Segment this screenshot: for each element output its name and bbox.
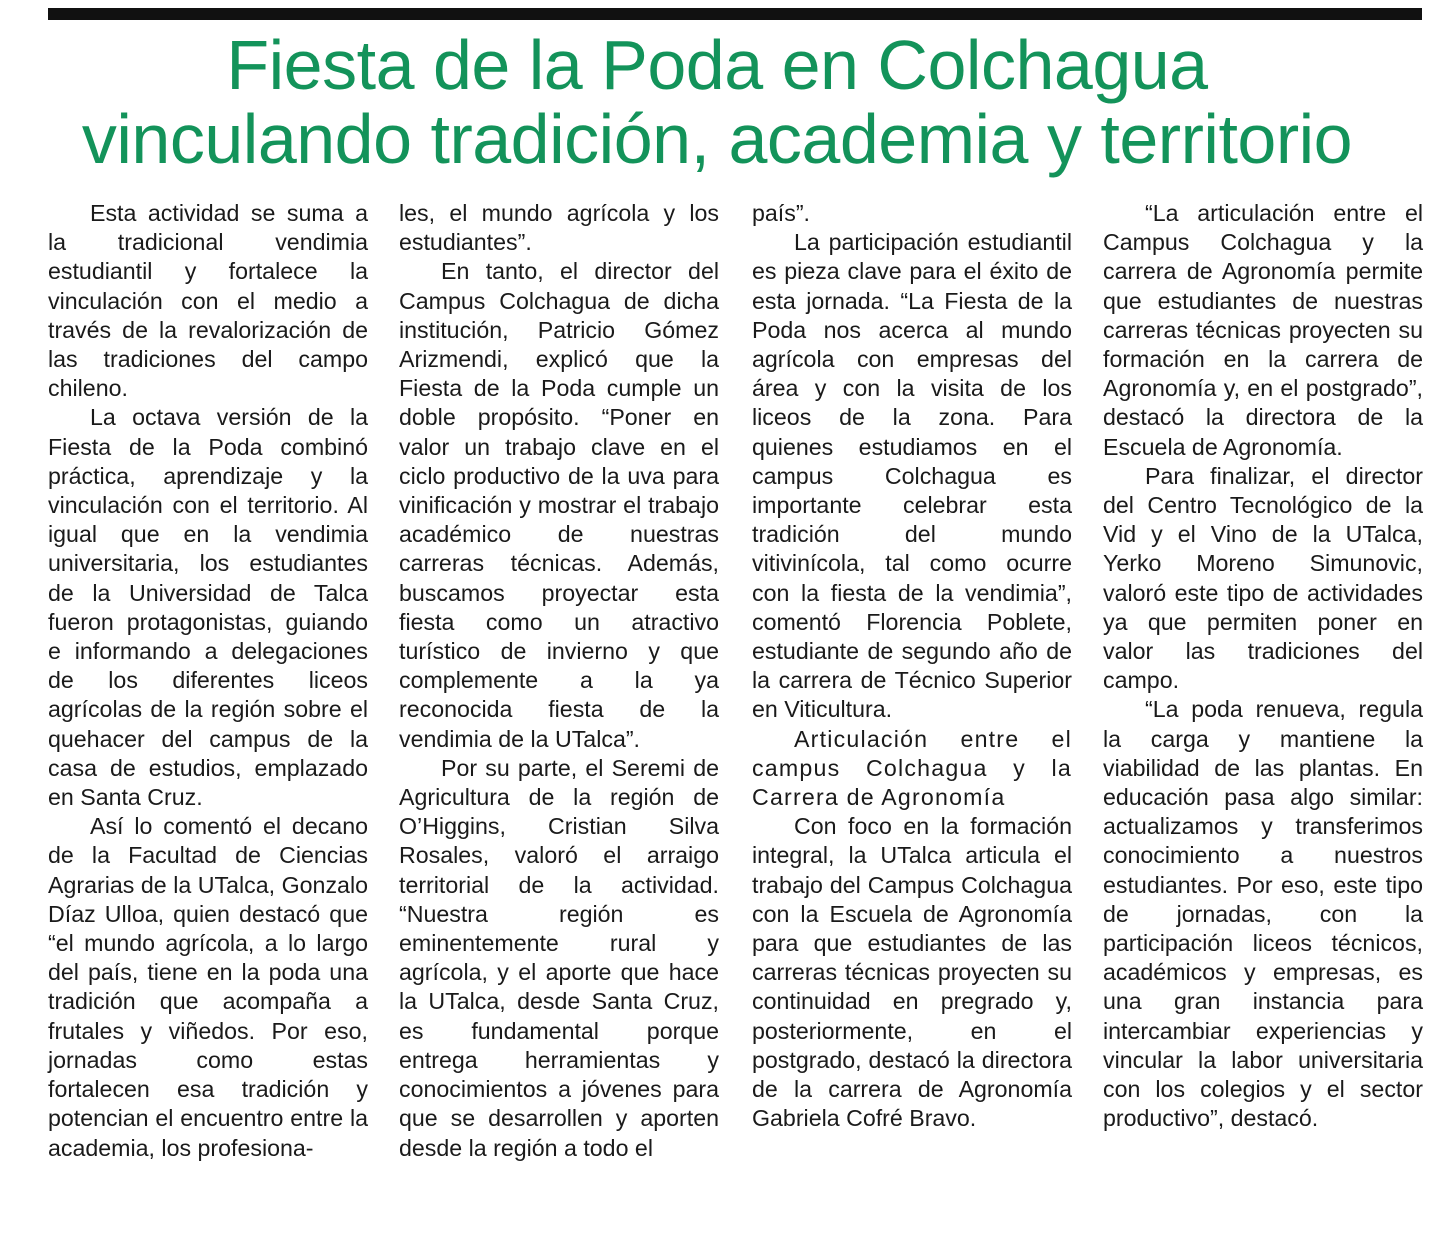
article-column-4 <box>1103 199 1423 1134</box>
headline-line-1: Fiesta de la Poda en Colchagua <box>226 26 1208 104</box>
top-rule <box>48 8 1422 20</box>
paragraph: Por su parte, el Seremi de Agricultura de la región de O’Higgins, Cristian Silva Rosales, valoró el arraigo territorial de la actividad. “Nuestra región es eminentemente rural y agrícola, y el aporte que hace la UTalca, desde Santa Cruz, es fundamental porque entrega herramientas y conocimientos a jóvenes para que se desarrollen y aporten desde la región a todo el <box>399 754 719 1161</box>
paragraph: La participación estudiantil es pieza clave para el éxito de esta jornada. “La Fiesta de la Poda nos acerca al mundo agrícola con empresas del área y con la visita de los liceos de la zona. Para quienes estudiamos en el campus Colchagua es importante celebrar esta tradición del mundo vitivinícola, tal como ocurre con la fiesta de la vendimia”, comentó Florencia Poblete, estudiante de segundo año de la carrera de Técnico Superior en Viticultura. <box>752 229 1072 723</box>
article-column-3 <box>752 199 1072 1134</box>
paragraph: La octava versión de la Fiesta de la Poda combinó práctica, aprendizaje y la vinculación con el territorio. Al igual que en la vendimia universitaria, los estudiantes de la Universidad de Talca fueron protagonistas, guiando e informando a delegaciones de los diferentes liceos agrícolas de la región sobre el quehacer del campus de la casa de estudios, emplazado en Santa Cruz. <box>48 404 368 811</box>
paragraph: “La poda renueva, regula la carga y mantiene la viabilidad de las plantas. En educación pasa algo similar: actualizamos y transferimos conocimiento a nuestros estudiantes. Por eso, este tipo de jornadas, con la participación liceos técnicos, académicos y empresas, es una gran instancia para intercambiar experiencias y vincular la labor universitaria con los colegios y el sector productivo”, destacó. <box>1103 696 1423 1132</box>
section-subhead: Articulación entre el campus Colchagua y la Carrera de Agronomía <box>752 725 1072 811</box>
article-column-1 <box>48 199 368 1163</box>
paragraph: país”. <box>752 200 810 226</box>
paragraph: Así lo comentó el decano de la Facultad de Ciencias Agrarias de la UTalca, Gonzalo Díaz Ulloa, quien destacó que “el mundo agrícola, a lo largo del país, tiene en la poda una tradición que acompaña a frutales y viñedos. Por eso, jornadas como estas fortalecen esa tradición y potencian el encuentro entre la academia, los profesiona- <box>48 813 368 1161</box>
paragraph: “La articulación entre el Campus Colchagua y la carrera de Agronomía permite que estudiantes de nuestras carreras técnicas proyecten su formación en la carrera de Agronomía y, en el postgrado”, destacó la directora de la Escuela de Agronomía. <box>1103 200 1423 460</box>
paragraph: Esta actividad se suma a la tradicional vendimia estudiantil y fortalece la vinculación con el medio a través de la revalorización de las tradiciones del campo chileno. <box>48 200 368 402</box>
paragraph: Para finalizar, el director del Centro Tecnológico de la Vid y el Vino de la UTalca, Yerko Moreno Simunovic, valoró este tipo de actividades ya que permiten poner en valor las tradiciones del campo. <box>1103 462 1423 694</box>
article-column-2 <box>399 199 719 1163</box>
headline-line-2: vinculando tradición, academia y territorio <box>81 100 1353 178</box>
paragraph: En tanto, el director del Campus Colchagua de dicha institución, Patricio Gómez Arizmendi, explicó que la Fiesta de la Poda cumple un doble propósito. “Poner en valor un trabajo clave en el ciclo productivo de la uva para vinificación y mostrar el trabajo académico de nuestras carreras técnicas. Además, buscamos proyectar esta fiesta como un atractivo turístico de invierno y que complemente a la ya reconocida fiesta de la vendimia de la UTalca”. <box>399 258 719 752</box>
paragraph: les, el mundo agrícola y los estudiantes”. <box>399 200 719 256</box>
paragraph: Con foco en la formación integral, la UTalca articula el trabajo del Campus Colchagua con la Escuela de Agronomía para que estudiantes de las carreras técnicas proyecten su continuidad en pregrado y, posteriormente, en el postgrado, destacó la directora de la carrera de Agronomía Gabriela Cofré Bravo. <box>752 813 1072 1132</box>
headline <box>0 28 1434 176</box>
